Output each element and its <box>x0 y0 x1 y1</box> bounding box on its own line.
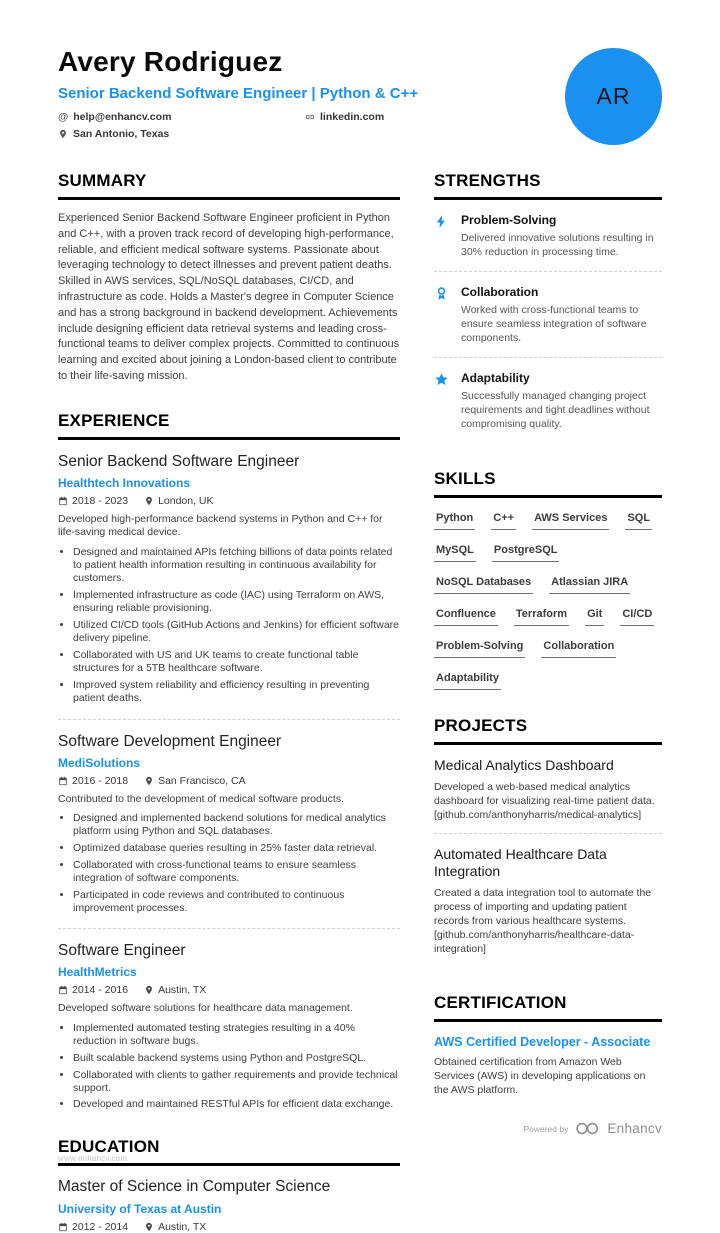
skill-tag: Confluence <box>434 608 498 626</box>
bullet-item: • Optimized database queries resulting in 25% faster data retrieval. <box>73 842 400 855</box>
bullet-item: • Designed and implemented backend solutions for medical analytics platform using Python and SQL databases. <box>73 812 400 838</box>
bullet-item: • Implemented infrastructure as code (IAC) using Terraform on AWS, ensuring reliable provisioning. <box>73 589 400 615</box>
school-name: University of Texas at Austin <box>58 1202 222 1217</box>
job-company: HealthMetrics <box>58 965 137 980</box>
bullet-item: • Collaborated with clients to gather requirements and provide technical support. <box>73 1069 400 1095</box>
job-location <box>144 775 246 787</box>
strength-body <box>461 285 662 345</box>
education-meta <box>58 1221 400 1233</box>
bullet-item: • Utilized CI/CD tools (GitHub Actions and Jenkins) for efficient software delivery pipeline. <box>73 619 400 645</box>
job-description: Contributed to the development of medical software products. <box>58 792 344 805</box>
location-item <box>58 128 169 140</box>
strength-title: Problem-Solving <box>461 213 557 227</box>
header <box>58 46 662 145</box>
medal-icon <box>434 285 451 345</box>
education-section <box>58 1137 400 1233</box>
education-location <box>144 1221 206 1233</box>
skill-tag: Terraform <box>514 608 569 626</box>
strength-description: Delivered innovative solutions resulting in 30% reduction in processing time. <box>461 232 654 258</box>
skill-tag: Adaptability <box>434 672 501 690</box>
calendar-icon <box>58 776 68 786</box>
skill-tag: MySQL <box>434 544 476 562</box>
strength-item <box>434 358 662 443</box>
experience-entry <box>58 929 400 1117</box>
skill-tag: Python <box>434 512 475 530</box>
strength-description: Successfully managed changing project requirements and tight deadlines without compromising quality. <box>461 390 650 430</box>
job-bullets <box>58 812 400 915</box>
location-text: San Antonio, Texas <box>73 128 170 140</box>
experience-entry <box>58 440 400 720</box>
job-location <box>144 984 206 996</box>
job-dates <box>58 495 128 507</box>
job-dates <box>58 775 128 787</box>
calendar-icon <box>58 496 68 506</box>
degree-title: Master of Science in Computer Science <box>58 1178 331 1196</box>
job-bullets <box>58 546 400 705</box>
job-title: Software Development Engineer <box>58 732 282 750</box>
projects-heading: PROJECTS <box>434 716 662 745</box>
education-heading: EDUCATION <box>58 1137 400 1166</box>
location-pin-icon <box>144 985 154 995</box>
header-identity <box>58 46 418 140</box>
bullet-item: • Participated in code reviews and contributed to continuous improvement processes. <box>73 889 400 915</box>
education-dates-text: 2012 - 2014 <box>72 1221 129 1233</box>
enhancv-brand-name[interactable]: Enhancv <box>607 1121 662 1136</box>
experience-section <box>58 411 400 1117</box>
skill-tag: CI/CD <box>620 608 654 626</box>
contact-row <box>58 111 418 123</box>
person-title: Senior Backend Software Engineer | Python & C++ <box>58 85 419 102</box>
email-text: help@enhancv.com <box>73 111 172 123</box>
experience-heading: EXPERIENCE <box>58 411 400 440</box>
location-pin-icon <box>144 496 154 506</box>
job-meta <box>58 984 400 996</box>
bullet-item: • Designed and maintained APIs fetching billions of data points related to patient health information resulting in continuous availability for customers. <box>73 546 400 586</box>
job-dates <box>58 984 128 996</box>
project-description: Created a data integration tool to automate the process of importing and updating patient records from various healthcare systems. <box>434 887 652 927</box>
certification-heading: CERTIFICATION <box>434 993 662 1022</box>
education-entry <box>58 1166 400 1233</box>
strengths-section <box>434 171 662 443</box>
education-location-text: Austin, TX <box>158 1221 207 1233</box>
summary-section <box>58 171 400 385</box>
project-description: Developed a web-based medical analytics dashboard for visualizing real-time patient data. <box>434 781 655 807</box>
bullet-item: • Collaborated with cross-functional teams to ensure seamless integration of software components. <box>73 859 400 885</box>
project-entry <box>434 745 662 834</box>
strength-description: Worked with cross-functional teams to ensure seamless integration of software components. <box>461 304 647 344</box>
right-column <box>434 171 662 1233</box>
certification-title: AWS Certified Developer - Associate <box>434 1035 651 1049</box>
bullet-item: • Improved system reliability and efficiency resulting in preventing patient deaths. <box>73 679 400 705</box>
experience-entry <box>58 720 400 930</box>
location-pin-icon <box>58 129 68 139</box>
bullet-item: • Implemented automated testing strategies resulting in a 40% reduction in software bugs. <box>73 1022 400 1048</box>
skill-tag: Collaboration <box>541 640 616 658</box>
project-title: Automated Healthcare Data Integration <box>434 846 607 879</box>
strength-title: Adaptability <box>461 371 530 385</box>
job-dates-text: 2018 - 2023 <box>72 494 129 507</box>
job-location <box>144 495 213 507</box>
avatar-initials: AR <box>596 83 631 109</box>
job-description: Developed high-performance backend systems in Python and C++ for life-saving medical device. <box>58 512 383 539</box>
bullet-item: • Built scalable backend systems using Python and PostgreSQL. <box>73 1052 400 1065</box>
job-dates-text: 2014 - 2016 <box>72 984 129 997</box>
certification-description: Obtained certification from Amazon Web Services (AWS) in developing applications on the AWS platform. <box>434 1056 646 1096</box>
skill-tag: SQL <box>625 512 652 530</box>
job-dates-text: 2016 - 2018 <box>72 774 129 787</box>
powered-by-label: Powered by <box>523 1123 569 1134</box>
project-link[interactable]: [github.com/anthonyharris/medical-analytics] <box>434 809 642 821</box>
skills-section <box>434 469 662 690</box>
skill-tag: NoSQL Databases <box>434 576 533 594</box>
contact-row <box>58 128 418 140</box>
email-link[interactable] <box>58 111 305 123</box>
enhancv-watermark: www.enhancv.com <box>58 1154 128 1164</box>
skill-tag: Atlassian JIRA <box>549 576 630 594</box>
link-icon <box>305 112 315 122</box>
location-pin-icon <box>144 776 154 786</box>
content-columns <box>58 171 662 1233</box>
calendar-icon <box>58 985 68 995</box>
job-title: Senior Backend Software Engineer <box>58 452 300 470</box>
star-icon <box>434 371 451 431</box>
job-meta <box>58 495 400 507</box>
job-meta <box>58 775 400 787</box>
at-icon: @ <box>58 111 69 123</box>
strengths-heading: STRENGTHS <box>434 171 662 200</box>
skills-list <box>434 498 662 690</box>
strength-body <box>461 213 662 259</box>
job-title: Software Engineer <box>58 942 186 960</box>
skill-tag: PostgreSQL <box>492 544 560 562</box>
skill-tag: AWS Services <box>532 512 609 530</box>
strength-body <box>461 371 662 431</box>
location-pin-icon <box>144 1222 154 1232</box>
summary-text: Experienced Senior Backend Software Engineer proficient in Python and C++, with a proven track record of developing high-performance, reliable, and efficient medical software systems. Passionate about leveraging technology to detect illnesses and prevent patient deaths. Skilled in AWS services, SQL/NoSQL databases, CI/CD, and infrastructure as code. Holds a Master's degree in Computer Science and has a strong background in backend development. Achievements include designing efficient data retrieval systems and leading cross-functional teams to deliver complex projects. Committed to continuous learning and excited about joining a London-based client to contribute to their life-saving mission. <box>58 212 400 382</box>
skill-tag: C++ <box>491 512 516 530</box>
certification-section <box>434 993 662 1097</box>
left-column <box>58 171 400 1233</box>
project-entry <box>434 834 662 967</box>
summary-heading: SUMMARY <box>58 171 400 200</box>
strength-item <box>434 200 662 272</box>
skill-tag: Git <box>585 608 604 626</box>
linkedin-text: linkedin.com <box>320 111 385 123</box>
job-company: Healthtech Innovations <box>58 475 191 490</box>
contact-info <box>58 111 418 140</box>
job-description: Developed software solutions for healthcare data management. <box>58 1002 353 1015</box>
bullet-item: • Collaborated with US and UK teams to create functional table structures for a 5TB healthcare software. <box>73 649 400 675</box>
skills-heading: SKILLS <box>434 469 662 498</box>
job-bullets <box>58 1022 400 1112</box>
skill-tag: Problem-Solving <box>434 640 525 658</box>
strength-item <box>434 272 662 358</box>
linkedin-link[interactable] <box>305 111 384 123</box>
job-location-text: London, UK <box>158 494 214 507</box>
strength-title: Collaboration <box>461 285 539 299</box>
job-location-text: Austin, TX <box>158 984 207 997</box>
enhancv-logo-icon[interactable] <box>574 1121 601 1136</box>
person-name: Avery Rodriguez <box>58 46 283 77</box>
bullet-item: • Developed and maintained RESTful APIs for efficient data exchange. <box>73 1098 400 1111</box>
projects-section <box>434 716 662 967</box>
job-location-text: San Francisco, CA <box>158 774 246 787</box>
education-dates <box>58 1221 128 1233</box>
calendar-icon <box>58 1222 68 1232</box>
footer-branding <box>434 1121 662 1136</box>
job-company: MediSolutions <box>58 755 140 770</box>
avatar <box>565 48 662 145</box>
lightning-bolt-icon <box>434 213 451 259</box>
project-link[interactable]: [github.com/anthonyharris/healthcare-data-integration] <box>434 929 635 955</box>
project-title: Medical Analytics Dashboard <box>434 757 614 773</box>
